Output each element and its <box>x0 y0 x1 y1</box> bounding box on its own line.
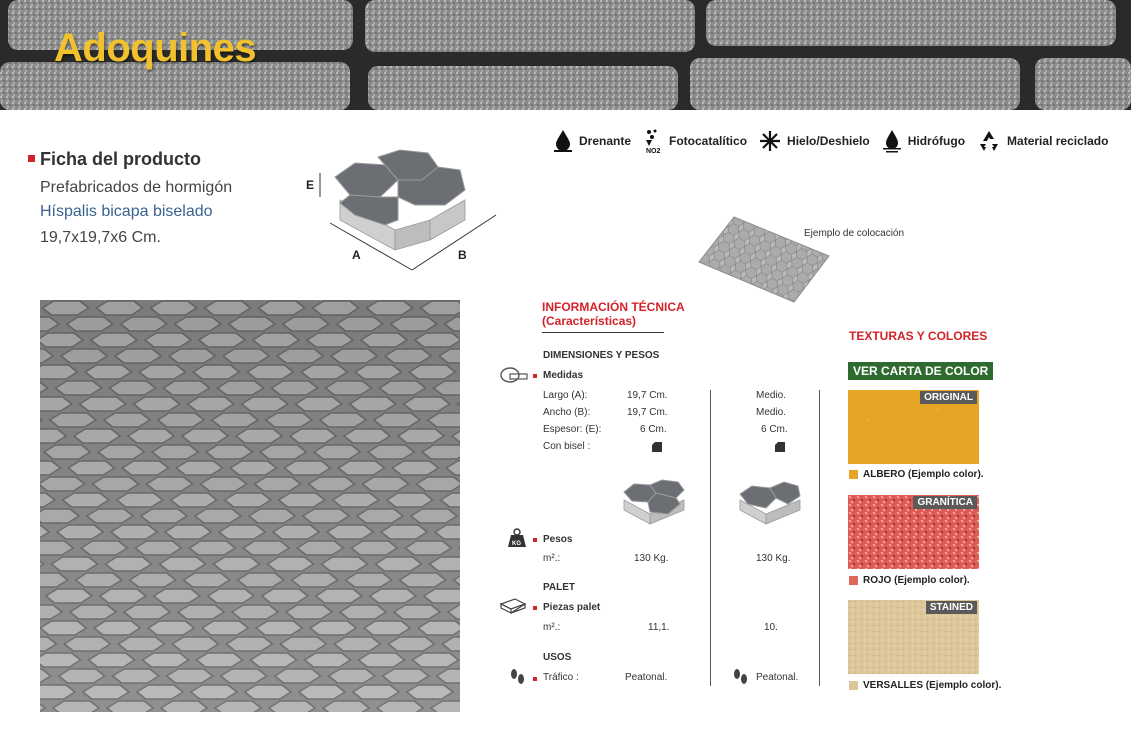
tech-title-line-1: INFORMACIÓN TÉCNICA <box>542 300 685 314</box>
bullet <box>533 538 537 542</box>
dimension-a-label: A <box>352 248 361 262</box>
column-divider <box>710 390 711 686</box>
product-line-1: Prefabricados de hormigón <box>40 179 233 196</box>
footprints-icon <box>510 668 526 686</box>
color-chart-button[interactable]: VER CARTA DE COLOR <box>848 362 993 380</box>
spec-value-ancho-1: 19,7 Cm. <box>627 407 668 418</box>
texture-tag: GRANÍTICA <box>913 496 977 509</box>
drop-icon <box>553 129 573 153</box>
pallet-icon <box>499 598 527 616</box>
bullet <box>533 374 537 378</box>
piezas-value-1: 11,1. <box>648 622 670 633</box>
spec-value-espesor-1: 6 Cm. <box>640 424 667 435</box>
feature-label: Fotocatalítico <box>669 134 748 148</box>
medidas-label: Medidas <box>543 370 584 381</box>
dims-header: DIMENSIONES Y PESOS <box>543 350 660 361</box>
section-title: Ficha del producto <box>40 149 202 169</box>
paver-piece-image <box>736 478 804 528</box>
feature-reciclado <box>977 128 1108 154</box>
page-title: Adoquines <box>54 26 257 70</box>
tech-title <box>542 300 685 328</box>
texture-tag: STAINED <box>926 601 977 614</box>
pesos-value-2: 130 Kg. <box>756 553 791 564</box>
paver-piece-image <box>620 478 688 528</box>
pesos-label: Pesos <box>543 534 573 545</box>
feature-label: Hidrófugo <box>907 134 966 148</box>
paver-dimension-diagram <box>300 145 510 275</box>
feature-list <box>553 128 1108 154</box>
column-divider <box>819 390 820 686</box>
dimension-b-label: B <box>458 248 467 262</box>
spec-value-espesor-2: 6 Cm. <box>761 424 788 435</box>
tech-title-underline <box>542 332 664 333</box>
texture-label: VERSALLES (Ejemplo color). <box>863 680 1002 691</box>
spec-label-espesor: Espesor: (E): <box>543 424 602 435</box>
trafico-value-1: Peatonal. <box>625 672 668 683</box>
textures-title: TEXTURAS Y COLORES <box>849 329 988 343</box>
spec-label-largo: Largo (A): <box>543 390 588 401</box>
product-line-2: Híspalis bicapa biselado <box>40 203 213 220</box>
svg-text:NO2: NO2 <box>646 148 661 154</box>
spec-label-bisel: Con bisel : <box>543 441 591 452</box>
texture-label: ROJO (Ejemplo color). <box>863 575 970 586</box>
snowflake-icon <box>759 130 781 152</box>
feature-fotocatalitico <box>643 128 747 154</box>
pesos-unit-label: m².: <box>543 553 561 564</box>
color-chip <box>849 681 858 690</box>
bevel-icon <box>652 442 662 452</box>
trafico-value-2: Peatonal. <box>756 672 799 683</box>
feature-label: Drenante <box>579 134 632 148</box>
trafico-label: Tráfico : <box>543 672 579 683</box>
usos-header: USOS <box>543 652 572 663</box>
placement-caption: Ejemplo de colocación <box>804 228 905 239</box>
feature-hielo <box>759 128 870 154</box>
texture-tag: ORIGINAL <box>920 391 977 404</box>
palet-header: PALET <box>543 582 576 593</box>
bullet <box>533 606 537 610</box>
color-chip <box>849 470 858 479</box>
color-chip <box>849 576 858 585</box>
water-drop-icon <box>882 129 902 153</box>
texture-swatch-versalles <box>848 600 979 674</box>
spec-value-ancho-2: Medio. <box>756 407 787 418</box>
tech-title-line-2: (Características) <box>542 314 637 328</box>
pesos-value-1: 130 Kg. <box>634 553 669 564</box>
piezas-unit-label: m².: <box>543 622 561 633</box>
header-banner <box>0 0 1131 110</box>
dimension-e-label: E <box>306 178 315 192</box>
tape-measure-icon <box>500 366 528 384</box>
spec-value-largo-2: Medio. <box>756 390 787 401</box>
piezas-label: Piezas palet <box>543 602 601 613</box>
paving-photo <box>40 300 460 712</box>
recycle-icon <box>977 129 1001 153</box>
section-bullet <box>28 155 35 162</box>
svg-text:KG: KG <box>512 541 521 547</box>
spec-label-ancho: Ancho (B): <box>543 407 591 418</box>
texture-swatch-albero <box>848 390 979 464</box>
spec-value-largo-1: 19,7 Cm. <box>627 390 668 401</box>
feature-drenante <box>553 128 631 154</box>
bevel-icon <box>775 442 785 452</box>
texture-swatch-rojo <box>848 495 979 569</box>
feature-label: Material reciclado <box>1007 134 1109 148</box>
piezas-value-2: 10. <box>764 622 778 633</box>
footprints-icon <box>733 668 749 686</box>
feature-hidrofugo <box>882 128 965 154</box>
no2-icon <box>643 128 663 154</box>
texture-label: ALBERO (Ejemplo color). <box>863 469 984 480</box>
product-line-3: 19,7x19,7x6 Cm. <box>40 229 161 246</box>
feature-label: Hielo/Deshielo <box>787 134 870 148</box>
bullet <box>533 677 537 681</box>
weight-kg-icon <box>508 528 526 548</box>
